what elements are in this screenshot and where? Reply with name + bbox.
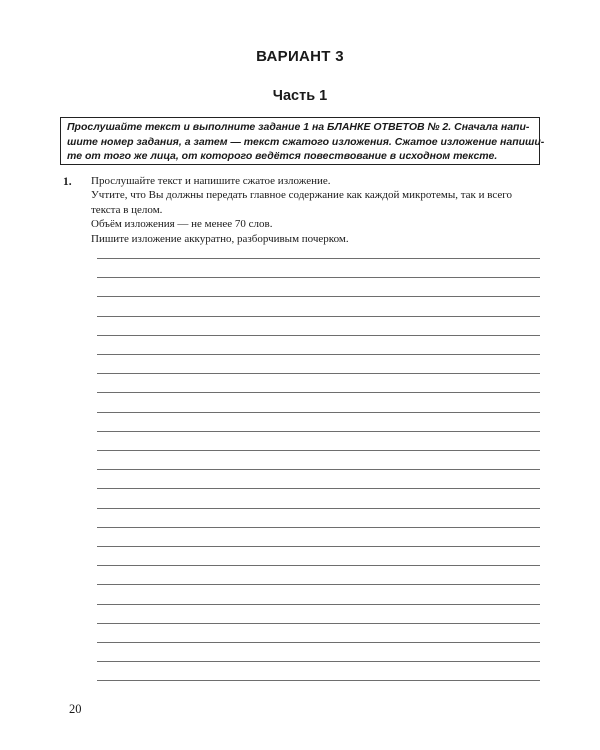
- task-number: 1.: [63, 176, 72, 188]
- answer-line[interactable]: [97, 335, 540, 336]
- task-line: Пишите изложение аккуратно, разборчивым почерком.: [91, 232, 349, 245]
- task-line: Учтите, что Вы должны передать главное содержание как каждой микротемы, так и всего: [91, 189, 513, 202]
- instruction-line: Прослушайте текст и выполните задание 1 на БЛАНКЕ ОТВЕТОВ № 2. Сначала напи-: [67, 121, 530, 133]
- answer-line[interactable]: [97, 604, 540, 605]
- answer-line[interactable]: [97, 450, 540, 451]
- answer-line[interactable]: [97, 392, 540, 393]
- answer-line[interactable]: [97, 431, 540, 432]
- task-line: Объём изложения — не менее 70 слов.: [91, 218, 273, 231]
- answer-line[interactable]: [97, 661, 540, 662]
- answer-line[interactable]: [97, 316, 540, 317]
- answer-line[interactable]: [97, 584, 540, 585]
- instruction-line: те от того же лица, от которого ведётся повествование в исходном тексте.: [67, 150, 498, 162]
- task-line: текста в целом.: [91, 203, 163, 216]
- answer-line[interactable]: [97, 469, 540, 470]
- task-line: Прослушайте текст и напишите сжатое изложение.: [91, 175, 331, 187]
- answer-line[interactable]: [97, 546, 540, 547]
- answer-line[interactable]: [97, 642, 540, 643]
- answer-line[interactable]: [97, 354, 540, 355]
- answer-line[interactable]: [97, 680, 540, 681]
- answer-lines-area[interactable]: [97, 0, 540, 750]
- answer-line[interactable]: [97, 412, 540, 413]
- answer-line[interactable]: [97, 508, 540, 509]
- instruction-line: шите номер задания, а затем — текст сжатого изложения. Сжатое изложение напиши-: [67, 135, 545, 148]
- variant-title: ВАРИАНТ 3: [256, 48, 344, 65]
- answer-line[interactable]: [97, 258, 540, 259]
- page-number: 20: [69, 702, 82, 716]
- answer-line[interactable]: [97, 527, 540, 528]
- answer-line[interactable]: [97, 623, 540, 624]
- answer-line[interactable]: [97, 488, 540, 489]
- answer-line[interactable]: [97, 296, 540, 297]
- answer-line[interactable]: [97, 565, 540, 566]
- answer-line[interactable]: [97, 373, 540, 374]
- answer-line[interactable]: [97, 277, 540, 278]
- part-title: Часть 1: [272, 88, 328, 104]
